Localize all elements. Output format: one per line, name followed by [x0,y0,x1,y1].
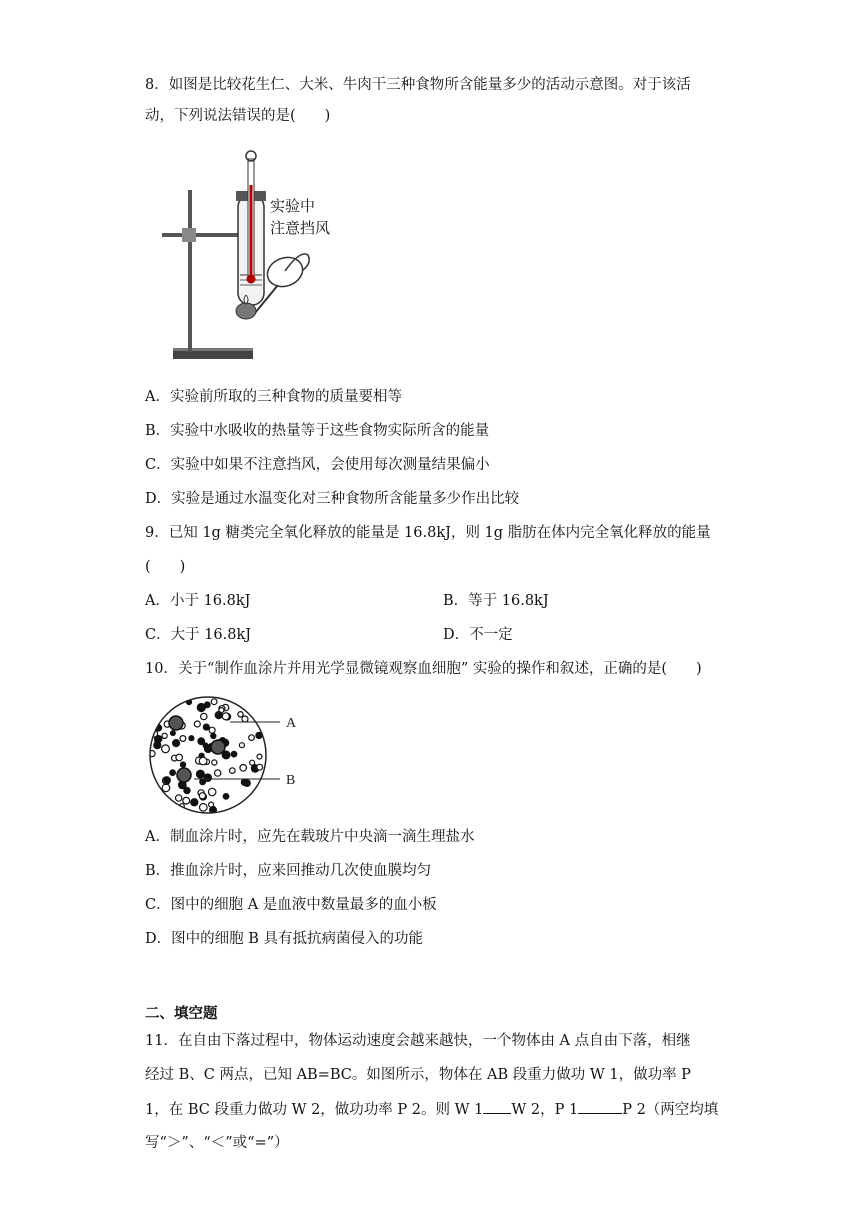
q11-line3-start: 1，在 BC 段重力做功 W 2，做功功率 P 2。则 W 1 [145,1102,484,1118]
red-blood-cell [215,770,221,776]
red-blood-cell [171,731,176,736]
red-blood-cell [168,701,173,706]
red-blood-cell [242,716,248,722]
red-blood-cell [201,713,207,719]
red-blood-cell [176,754,183,761]
q10-stem: 10．关于“制作血涂片并用光学显微镜观察血细胞” 实验的操作和叙述，正确的是( ) [145,661,702,677]
red-blood-cell [176,795,182,801]
red-blood-cell [209,802,214,807]
red-blood-cell [211,699,217,705]
red-blood-cell [203,724,209,730]
red-blood-cell [199,757,207,765]
red-blood-cell [211,733,216,738]
q10-option-a: A．制血涂片时，应先在载玻片中央滴一滴生理盐水 [145,829,475,845]
red-blood-cell [159,713,164,718]
answer-blank-2[interactable] [578,1099,622,1114]
red-blood-cell [158,795,163,800]
q11-line4: 写“＞”、“＜”或“=”） [145,1135,289,1151]
q11-line3-end: P 2（两空均填 [622,1102,719,1118]
red-blood-cell [168,806,174,812]
stand-base [173,350,253,359]
figure-label-1: 实验中 [270,197,316,215]
red-blood-cell [257,764,263,770]
red-blood-cell [212,760,217,765]
red-blood-cell [180,762,185,767]
figure-label-2: 注意挡风 [270,219,331,237]
red-blood-cell [197,704,205,712]
q8-option-b: B．实验中水吸收的热量等于这些食物实际所含的能量 [145,423,490,439]
red-blood-cell [252,792,259,799]
red-blood-cell [230,768,236,774]
red-blood-cell [194,721,200,727]
q8-apparatus-figure [160,145,360,370]
wind-shield [263,253,306,292]
red-blood-cell [231,751,237,757]
red-blood-cell [209,727,215,733]
answer-blank-1[interactable] [483,1099,511,1114]
white-blood-cell [177,768,191,782]
red-blood-cell [162,733,167,738]
red-blood-cell [183,797,190,804]
q9-stem-line2: ( ) [145,559,186,575]
q11-line3-mid: W 2，P 1 [511,1102,579,1118]
q9-option-c: C．大于 16.8kJ [145,627,252,643]
red-blood-cell [198,738,205,745]
red-blood-cell [238,712,243,717]
red-blood-cell [180,736,186,742]
q10-blood-cell-figure [146,695,306,815]
red-blood-cell [197,770,205,778]
field-of-view [150,697,266,813]
red-blood-cell [199,793,205,799]
q9-option-a: A．小于 16.8kJ [145,593,251,609]
red-blood-cell [244,780,251,787]
q8-option-d: D．实验是通过水温变化对三种食物所含能量多少作出比较 [145,491,520,507]
white-blood-cell [211,740,225,754]
stand-pole [188,190,192,352]
q10-option-d: D．图中的细胞 B 具有抵抗病菌侵入的功能 [145,931,423,947]
food-sample [236,303,256,319]
q9-stem-line1: 9．已知 1g 糖类完全氧化释放的能量是 16.8kJ，则 1g 脂肪在体内完全氧化释放的能量 [145,525,711,541]
q9-option-d: D．不一定 [443,627,513,643]
q10-option-c: C．图中的细胞 A 是血液中数量最多的血小板 [145,897,437,913]
label-a: A [286,716,297,731]
red-blood-cell [257,754,262,759]
q8-option-c: C．实验中如果不注意挡风，会使用每次测量结果偏小 [145,457,490,473]
red-blood-cell [162,784,170,792]
red-blood-cell [223,794,229,800]
q8-stem-line2: 动，下列说法错误的是( ) [145,108,331,124]
red-blood-cell [240,765,247,772]
red-blood-cell [167,696,174,703]
red-blood-cell [239,743,244,748]
red-blood-cell [248,802,254,808]
red-blood-cell [200,804,208,812]
red-blood-cell [204,774,211,781]
label-b: B [286,773,296,788]
red-blood-cell [189,736,194,741]
q8-option-a: A．实验前所取的三种食物的质量要相等 [145,389,402,405]
q11-line2: 经过 B、C 两点，已知 AB=BC。如图所示，物体在 AB 段重力做功 W 1，做功率 P [145,1067,691,1083]
red-blood-cell [162,745,170,753]
q11-line3 [145,1099,718,1120]
red-blood-cell [209,788,216,795]
red-blood-cell [249,735,255,741]
red-blood-cell [184,787,190,793]
red-blood-cell [191,799,198,806]
q11-line1: 11．在自由下落过程中，物体运动速度会越来越快，一个物体由 A 点自由下落，相继 [145,1033,691,1049]
red-blood-cell [222,713,229,720]
q9-option-b: B．等于 16.8kJ [443,593,549,609]
q10-option-b: B．推血涂片时，应来回推动几次使血膜均匀 [145,863,432,879]
white-blood-cell [169,716,183,730]
red-blood-cell [164,777,171,784]
section-title: 二、填空题 [145,1006,218,1022]
red-blood-cell [151,713,158,720]
red-blood-cell [215,712,222,719]
red-blood-cell [173,740,180,747]
red-blood-cell [151,724,156,729]
q8-stem-line1: 8．如图是比较花生仁、大米、牛肉干三种食物所含能量多少的活动示意图。对于该活 [145,77,691,93]
red-blood-cell [170,770,176,776]
